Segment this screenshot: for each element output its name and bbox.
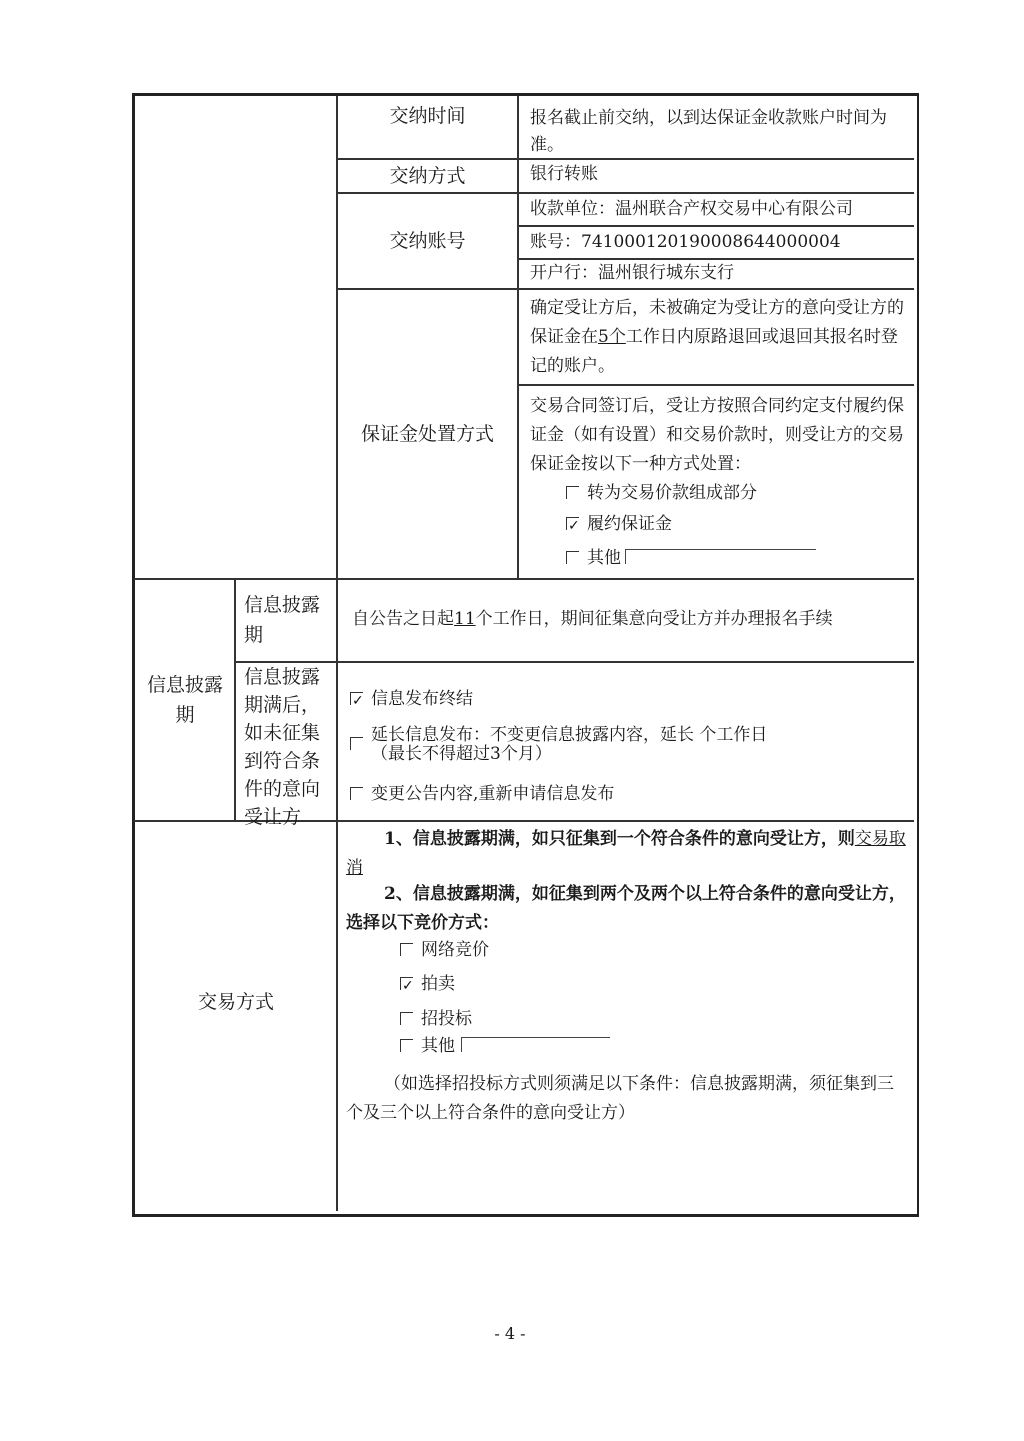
disclosure-expiry-label: 信息披露期满后，如未征集到符合条件的意向受让方 [244,666,321,828]
row-line [517,225,914,227]
deposit-option-label: 其他 [587,548,621,568]
checkbox-icon[interactable] [350,737,363,750]
checkbox-icon[interactable] [566,551,579,564]
disclosure-period-label: 信息披露期 [244,594,321,646]
pay-method-label: 交纳方式 [389,164,466,187]
trade-paragraph-1 [346,825,908,883]
disposal-text-a: 确定受让方后，未被确定为受让方的意向受让方的保证金在 [530,298,904,347]
row-line [517,384,914,386]
checkbox-icon[interactable] [350,787,363,800]
expiry-option-label: 信息发布终结 [371,689,473,709]
disclosure-section-text: 信息披露期 [146,674,223,726]
checkbox-icon[interactable] [400,1012,413,1025]
page-number: - 4 - [494,1324,526,1343]
col-divider-deposit [517,96,519,578]
trade-p1-text: 1、信息披露期满，如只征集到一个符合条件的意向受让方，则 [384,829,855,849]
trade-option[interactable] [400,1033,700,1060]
disposal-text-b: 工作日内原路退回或退回其报名时登记的账户。 [530,327,898,376]
expiry-option-end[interactable] [350,686,906,713]
trade-option-label: 网络竞价 [421,940,489,960]
deposit-option[interactable] [566,545,896,572]
expiry-option-label: 延长信息发布：不变更信息披露内容，延长 个工作日 [371,725,768,745]
account-number: 账号：741000120190008644000004 [530,232,841,252]
trade-option[interactable] [400,937,700,964]
pay-method-value: 银行转账 [530,164,598,184]
trade-paragraph-2: 2、信息披露期满，如征集到两个及两个以上符合条件的意向受让方，选择以下竞价方式： [346,884,906,933]
disposal-days: 5个 [598,327,626,347]
trade-option[interactable] [400,1006,700,1033]
fill-in-blank[interactable] [461,1037,610,1052]
disposal-paragraph-2: 交易合同签订后，受让方按照合同约定支付履约保证金（如有设置）和交易价款时，则受让方的交易保证金按以下一种方式处置： [530,396,904,474]
disposal-label: 保证金处置方式 [360,422,494,445]
col-divider-disclosure [234,578,236,820]
period-text-a: 自公告之日起 [352,609,454,629]
disclosure-period-value [352,606,908,633]
deposit-option[interactable] [566,511,896,538]
deposit-option[interactable] [566,480,896,507]
pay-time-value: 报名截止前交纳，以到达保证金收款账户时间为准。 [530,108,887,155]
trade-option-label: 拍卖 [421,974,455,994]
payee-name: 收款单位：温州联合产权交易中心有限公司 [530,199,853,219]
col-divider-main [336,96,338,1211]
period-text-b: 个工作日，期间征集意向受让方并办理报名手续 [475,609,833,629]
trade-method-label: 交易方式 [197,990,274,1013]
checkbox-icon[interactable] [400,1039,413,1052]
deposit-option-label: 转为交易价款组成部分 [587,483,757,503]
expiry-option-extend[interactable] [350,726,906,764]
trade-cancel-text: 交易取消 [346,829,906,878]
expiry-option-note: （最长不得超过3个月） [371,744,552,764]
trade-option-label: 招投标 [421,1009,472,1029]
checkbox-checked-icon[interactable] [400,977,413,990]
trade-note: （如选择招投标方式则须满足以下条件：信息披露期满，须征集到三个及三个以上符合条件的意向受让方） [346,1074,894,1123]
bank-name: 开户行：温州银行城东支行 [530,263,734,283]
checkbox-checked-icon[interactable] [566,517,579,530]
disposal-paragraph-1 [530,294,908,381]
row-line [234,661,914,663]
account-label: 交纳账号 [389,229,466,252]
period-days: 11 [454,609,476,629]
row-line [134,578,914,580]
checkbox-checked-icon[interactable] [350,692,363,705]
checkbox-icon[interactable] [566,486,579,499]
pay-time-label: 交纳时间 [389,105,466,127]
expiry-option-change[interactable] [350,781,906,808]
checkbox-icon[interactable] [400,943,413,956]
trade-option[interactable] [400,971,700,998]
fill-in-blank[interactable] [625,549,816,564]
disclosure-section-label [136,580,234,820]
trade-option-label: 其他 [421,1036,455,1056]
deposit-option-label: 履约保证金 [587,514,672,534]
expiry-option-label: 变更公告内容,重新申请信息发布 [371,784,615,804]
